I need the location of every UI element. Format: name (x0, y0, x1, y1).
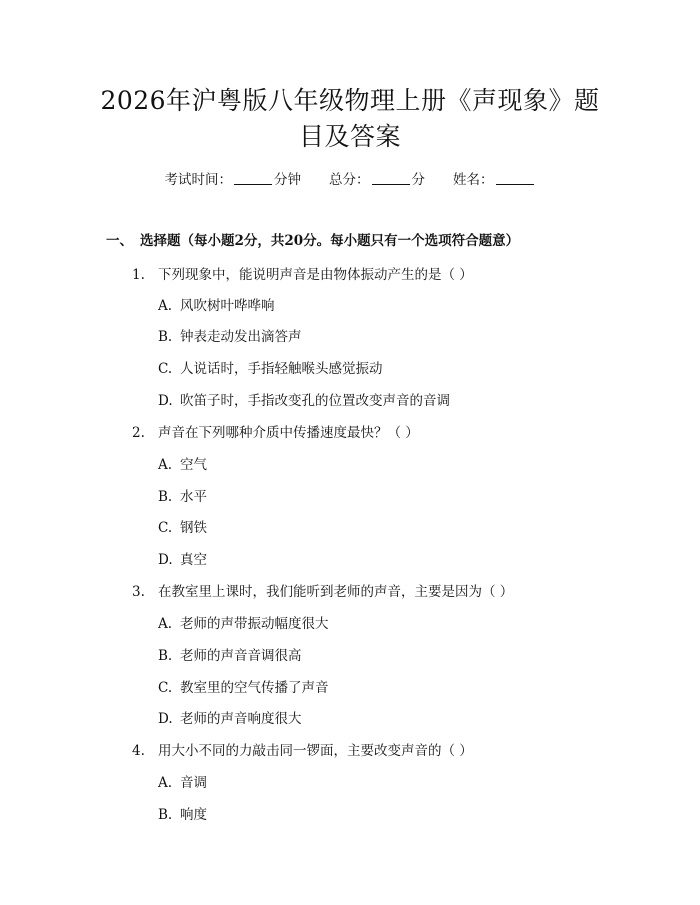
option-text: 音调 (180, 775, 207, 791)
name-blank (496, 172, 534, 185)
option-letter: D. (158, 393, 173, 409)
question-1-option-c (158, 357, 383, 377)
time-label: 考试时间： (164, 172, 232, 188)
score-blank (372, 172, 410, 185)
option-text: 老师的声带振动幅度很大 (180, 616, 329, 632)
option-text: 老师的声音响度很大 (180, 711, 302, 727)
option-letter: C. (158, 680, 173, 696)
question-1-option-a (158, 294, 275, 314)
question-number: 4. (132, 743, 145, 759)
question-3-option-d (158, 707, 302, 727)
option-text: 吹笛子时，手指改变孔的位置改变声音的音调 (180, 393, 450, 409)
option-letter: A. (158, 775, 173, 791)
option-letter: A. (158, 457, 173, 473)
question-2-option-c (158, 516, 207, 536)
question-1-option-b (158, 325, 302, 345)
option-letter: D. (158, 711, 173, 727)
option-letter: B. (158, 489, 173, 505)
question-3-option-c (158, 676, 329, 696)
option-letter: C. (158, 361, 173, 377)
question-3-option-a (158, 612, 329, 632)
question-2 (132, 421, 419, 441)
question-4-option-b (158, 803, 207, 823)
question-number: 3. (132, 584, 145, 600)
section-heading (106, 229, 519, 249)
name-label: 姓名： (453, 172, 494, 188)
document-title-line-2: 目及答案 (298, 122, 401, 151)
option-text: 钟表走动发出滴答声 (180, 329, 302, 345)
option-text: 空气 (180, 457, 207, 473)
question-number: 1. (132, 267, 145, 283)
time-blank (234, 172, 272, 185)
option-letter: D. (158, 552, 173, 568)
question-4-option-a (158, 771, 207, 791)
question-2-option-d (158, 548, 207, 568)
score-label: 总分： (329, 172, 370, 188)
option-text: 真空 (180, 552, 207, 568)
time-unit: 分钟 (274, 172, 301, 188)
question-2-option-b (158, 485, 207, 505)
question-3 (132, 580, 513, 600)
question-4 (132, 739, 473, 759)
document-title-line-1: 2026年沪粤版八年级物理上册《声现象》题 (100, 86, 600, 115)
option-text: 老师的声音音调很高 (180, 648, 302, 664)
option-letter: A. (158, 616, 173, 632)
exam-info-line (0, 168, 700, 188)
question-1-option-d (158, 389, 450, 409)
option-text: 教室里的空气传播了声音 (180, 680, 329, 696)
question-1 (132, 263, 473, 283)
option-letter: A. (158, 298, 173, 314)
option-letter: C. (158, 520, 173, 536)
question-text: 声音在下列哪种介质中传播速度最快？（ ） (158, 425, 419, 441)
score-unit: 分 (411, 172, 425, 188)
question-2-option-a (158, 453, 207, 473)
question-text: 下列现象中，能说明声音是由物体振动产生的是（ ） (158, 267, 473, 283)
option-letter: B. (158, 648, 173, 664)
question-number: 2. (132, 425, 145, 441)
option-letter: B. (158, 329, 173, 345)
option-text: 人说话时，手指轻触喉头感觉振动 (180, 361, 383, 377)
question-text: 用大小不同的力敲击同一锣面，主要改变声音的（ ） (158, 743, 473, 759)
option-text: 响度 (180, 807, 207, 823)
section-title: 选择题（每小题2分，共20分。每小题只有一个选项符合题意） (140, 233, 520, 249)
question-3-option-b (158, 644, 302, 664)
option-text: 风吹树叶哗哗响 (180, 298, 275, 314)
section-number: 一、 (106, 233, 133, 249)
option-text: 钢铁 (180, 520, 207, 536)
option-letter: B. (158, 807, 173, 823)
question-text: 在教室里上课时，我们能听到老师的声音，主要是因为（ ） (158, 584, 514, 600)
option-text: 水平 (180, 489, 207, 505)
